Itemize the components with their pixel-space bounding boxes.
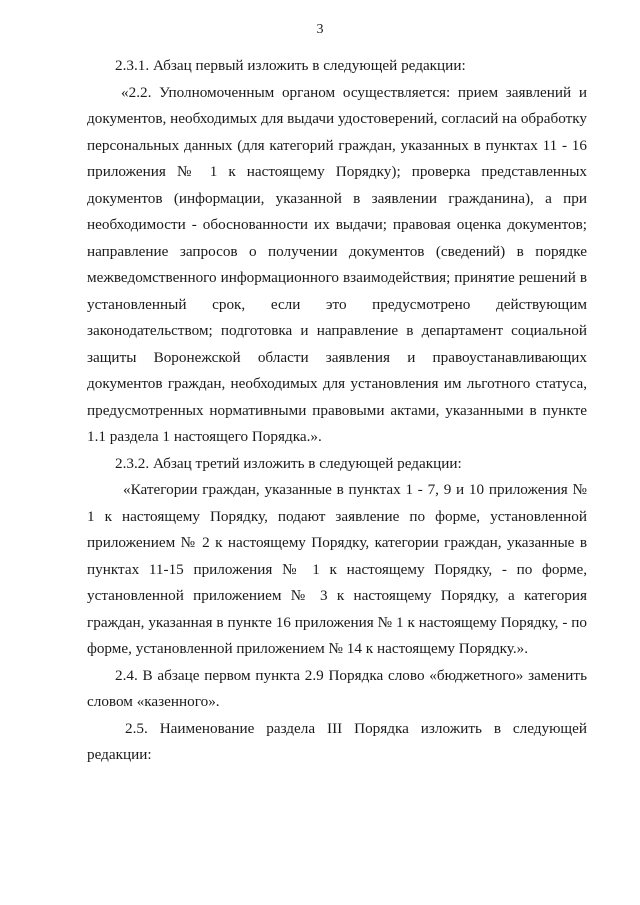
paragraph-2-2-quote: «2.2. Уполномоченным органом осуществляется: прием заявлений и документов, необходимых для выдачи удостоверений, согласий на обработку персональных данных (для категорий граждан, указанных в пунктах 11 - 16 приложения № 1 к настоящему Порядку); проверка представленных документов (информации, указанной в заявлении гражданина), а при необходимости - обоснованности их выдачи; правовая оценка документов; направление запросов о получении документов (сведений) в порядке межведомственного информационного взаимодействия; принятие решений в установленный срок, если это предусмотрено действующим законодательством; подготовка и направление в департамент социальной защиты Воронежской области заявления и правоустанавливающих документов граждан, необходимых для установления им льготного статуса, предусмотренных нормативными правовыми актами, указанными в пункте 1.1 раздела 1 настоящего Порядка.». [87,83,587,445]
paragraph-2-3-1: 2.3.1. Абзац первый изложить в следующей редакции: [115,57,466,74]
document-body [87,53,587,769]
paragraph-2-4: 2.4. В абзаце первом пункта 2.9 Порядка слово «бюджетного» заменить словом «казенного». [87,666,587,710]
page-number: 3 [316,22,324,37]
paragraph-2-5: 2.5. Наименование раздела III Порядка изложить в следующей редакции: [87,719,587,763]
paragraph-2-3-2: 2.3.2. Абзац третий изложить в следующей редакции: [115,454,462,472]
paragraph-categories-quote: «Категории граждан, указанные в пунктах 1 - 7, 9 и 10 приложения № 1 к настоящему Порядку, подают заявление по форме, установленной приложением № 2 к настоящему Порядку, категории граждан, указанные в пунктах 11-15 приложения № 1 к настоящему Порядку, - по форме, установленной приложением № 3 к настоящему Порядку, а категория граждан, указанная в пункте 16 приложения № 1 к настоящему Порядку, - по форме, установленной приложением № 14 к настоящему Порядку.». [87,481,587,657]
